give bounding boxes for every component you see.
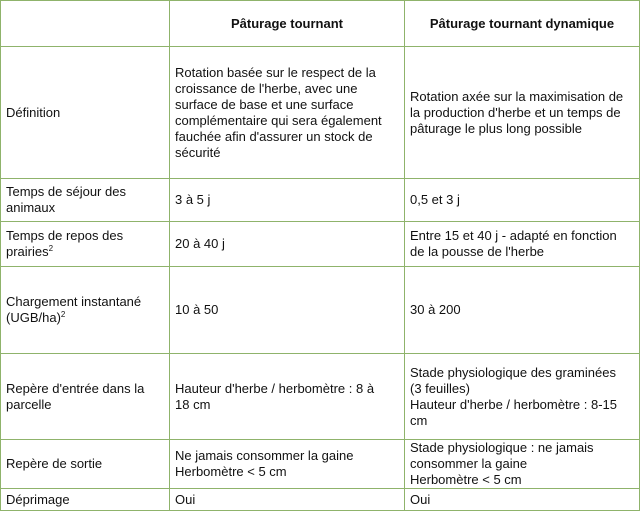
table-row-rest-time: [1, 222, 640, 267]
row-label-early-grazing: Déprimage: [1, 489, 170, 511]
table-row-stocking-rate: [1, 267, 640, 354]
cell-dynamic-definition: Rotation axée sur la maximisation de la production d'herbe et un temps de pâturage le plus long possible: [405, 47, 640, 179]
cell-rotational-early-grazing: Oui: [170, 489, 405, 511]
header-empty-cell: [1, 1, 170, 47]
footnote-marker: 2: [60, 310, 66, 319]
table-row-definition: [1, 47, 640, 179]
cell-dynamic-exit-marker: Stade physiologique : ne jamais consommer la gaine Herbomètre < 5 cm: [405, 440, 640, 489]
row-label-entry-marker: Repère d'entrée dans la parcelle: [1, 354, 170, 440]
cell-dynamic-entry-marker: Stade physiologique des graminées (3 feuilles) Hauteur d'herbe / herbomètre : 8-15 cm: [405, 354, 640, 440]
cell-dynamic-rest-time: Entre 15 et 40 j - adapté en fonction de la pousse de l'herbe: [405, 222, 640, 267]
header-row: [1, 1, 640, 47]
row-label-exit-marker: Repère de sortie: [1, 440, 170, 489]
row-label-stocking-rate-text: Chargement instantané (UGB/ha): [6, 294, 142, 325]
row-label-definition: Définition: [1, 47, 170, 179]
cell-rotational-stocking-rate: 10 à 50: [170, 267, 405, 354]
row-label-rest-time: [1, 222, 170, 267]
cell-dynamic-stocking-rate: 30 à 200: [405, 267, 640, 354]
row-label-stay-time: Temps de séjour des animaux: [1, 179, 170, 222]
cell-rotational-stay-time: 3 à 5 j: [170, 179, 405, 222]
cell-rotational-entry-marker: Hauteur d'herbe / herbomètre : 8 à 18 cm: [170, 354, 405, 440]
cell-rotational-rest-time: 20 à 40 j: [170, 222, 405, 267]
table-row-early-grazing: [1, 489, 640, 511]
row-label-stocking-rate: [1, 267, 170, 354]
cell-rotational-exit-marker: Ne jamais consommer la gaine Herbomètre < 5 cm: [170, 440, 405, 489]
table-row-stay-time: [1, 179, 640, 222]
header-dynamic-rotational-grazing: Pâturage tournant dynamique: [405, 1, 640, 47]
header-rotational-grazing: Pâturage tournant: [170, 1, 405, 47]
cell-rotational-definition: Rotation basée sur le respect de la croissance de l'herbe, avec une surface de base et une surface complémentaire qui sera également fauchée afin d'assurer un stock de sécurité: [170, 47, 405, 179]
row-label-rest-time-text: Temps de repos des prairies: [6, 228, 124, 259]
footnote-marker: 2: [48, 244, 54, 253]
table-row-exit-marker: [1, 440, 640, 489]
table-row-entry-marker: [1, 354, 640, 440]
cell-dynamic-early-grazing: Oui: [405, 489, 640, 511]
cell-dynamic-stay-time: 0,5 et 3 j: [405, 179, 640, 222]
